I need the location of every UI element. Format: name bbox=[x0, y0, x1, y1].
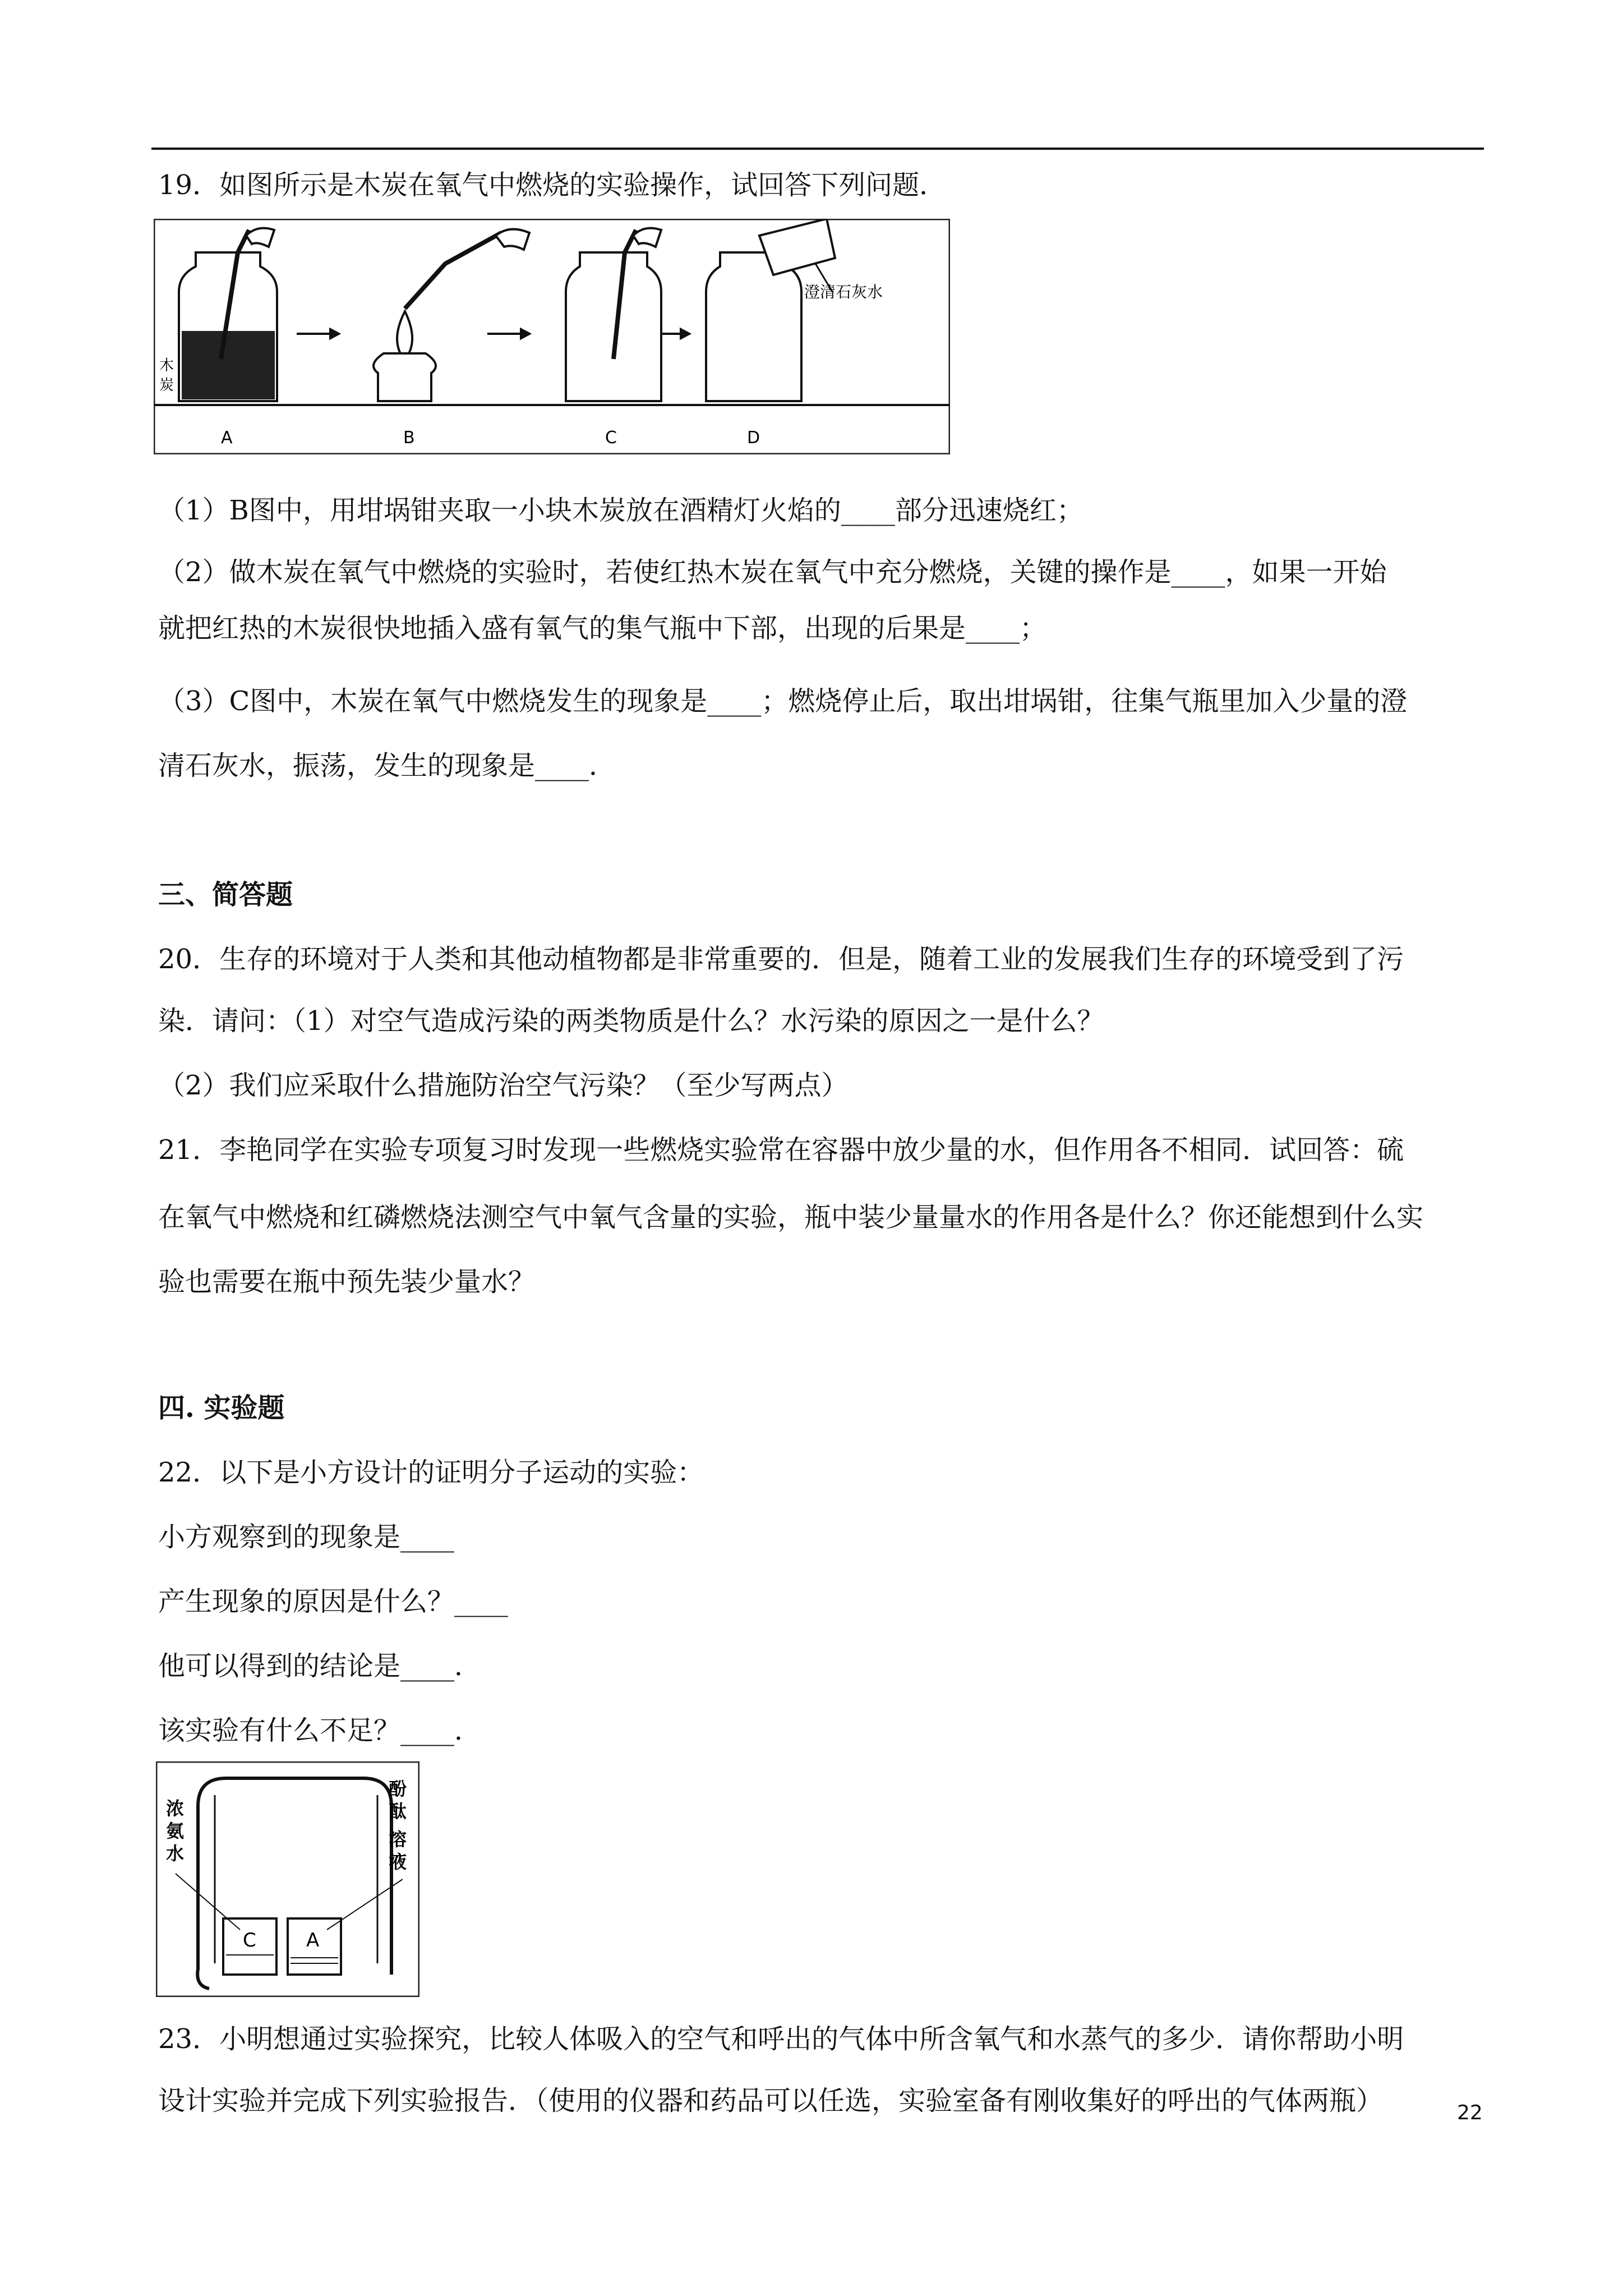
q20-line3: （2）我们应采取什么措施防治空气污染？（至少写两点） bbox=[158, 1070, 849, 1101]
q20-line1: 20．生存的环境对于人类和其他动植物都是非常重要的．但是，随着工业的发展我们生存的环境受到了污 bbox=[158, 944, 1404, 975]
q22-line2: 小方观察到的现象是____ bbox=[158, 1521, 455, 1553]
limewater-label: 澄清石灰水 bbox=[804, 283, 883, 301]
q22-line3: 产生现象的原因是什么？____ bbox=[158, 1586, 509, 1617]
q19-sub2-line1: （2）做木炭在氧气中燃烧的实验时，若使红热木炭在氧气中充分燃烧，关键的操作是____，如果一开始 bbox=[158, 556, 1387, 588]
ammonia-label-3: 水 bbox=[166, 1843, 185, 1864]
q19-sub2-line2: 就把红热的木炭很快地插入盛有氧气的集气瓶中下部，出现的后果是____； bbox=[158, 613, 1047, 644]
alcohol-lamp-illustration bbox=[374, 229, 529, 401]
q21-line3: 验也需要在瓶中预先装少量水？ bbox=[158, 1266, 536, 1297]
q19-stem: 19．如图所示是木炭在氧气中燃烧的实验操作，试回答下列问题． bbox=[158, 169, 947, 201]
q19-sub1: （1）B图中，用坩埚钳夹取一小块木炭放在酒精灯火焰的____部分迅速烧红； bbox=[158, 495, 1083, 526]
label-a: A bbox=[221, 428, 233, 448]
section-3-heading: 三、简答题 bbox=[158, 879, 293, 910]
q23-line1: 23．小明想通过实验探究，比较人体吸入的空气和呼出的气体中所含氧气和水蒸气的多少．请你帮助小明 bbox=[158, 2023, 1404, 2055]
charcoal-label-2: 炭 bbox=[159, 377, 174, 394]
label-b: B bbox=[403, 428, 415, 448]
section-4-heading: 四. 实验题 bbox=[158, 1392, 285, 1424]
jar-c-illustration bbox=[566, 228, 661, 401]
q21-line1: 21．李艳同学在实验专项复习时发现一些燃烧实验常在容器中放少量的水，但作用各不相同．试回答：硫 bbox=[158, 1134, 1404, 1166]
phenol-label-4: 液 bbox=[389, 1851, 407, 1872]
charcoal-combustion-figure bbox=[154, 219, 950, 454]
ammonia-label-2: 氨 bbox=[166, 1820, 185, 1842]
header-rule bbox=[151, 148, 1484, 150]
q23-line2: 设计实验并完成下列实验报告．（使用的仪器和药品可以任选，实验室备有刚收集好的呼出的气体两瓶） bbox=[158, 2085, 1384, 2116]
page-number: 22 bbox=[1457, 2101, 1483, 2124]
q22-line1: 22．以下是小方设计的证明分子运动的实验： bbox=[158, 1457, 704, 1488]
phenol-label-3: 溶 bbox=[389, 1829, 407, 1850]
q19-sub3-line1: （3）C图中，木炭在氧气中燃烧发生的现象是____；燃烧停止后，取出坩埚钳，往集气瓶里加入少量的澄 bbox=[158, 685, 1408, 717]
ammonia-label-1: 浓 bbox=[166, 1798, 185, 1819]
q22-line5: 该实验有什么不足？____． bbox=[158, 1715, 482, 1746]
q22-line4: 他可以得到的结论是____． bbox=[158, 1650, 482, 1682]
jar-a-illustration bbox=[179, 228, 277, 401]
beaker-c-label: C bbox=[243, 1929, 256, 1952]
label-d: D bbox=[747, 428, 760, 448]
phenol-label-1: 酚 bbox=[389, 1778, 407, 1800]
q20-line2: 染．请问：（1）对空气造成污染的两类物质是什么？水污染的原因之一是什么？ bbox=[158, 1005, 1104, 1037]
q19-sub3-line2: 清石灰水，振荡，发生的现象是____． bbox=[158, 750, 616, 781]
molecular-motion-figure bbox=[156, 1761, 419, 1997]
q21-line2: 在氧气中燃烧和红磷燃烧法测空气中氧气含量的实验，瓶中装少量量水的作用各是什么？你还能想到什么实 bbox=[158, 1202, 1424, 1233]
jar-d-illustration bbox=[706, 219, 835, 401]
label-c: C bbox=[605, 428, 617, 448]
phenol-label-2: 酞 bbox=[389, 1801, 407, 1822]
charcoal-label-1: 木 bbox=[159, 357, 174, 374]
beaker-a-label: A bbox=[306, 1929, 320, 1952]
